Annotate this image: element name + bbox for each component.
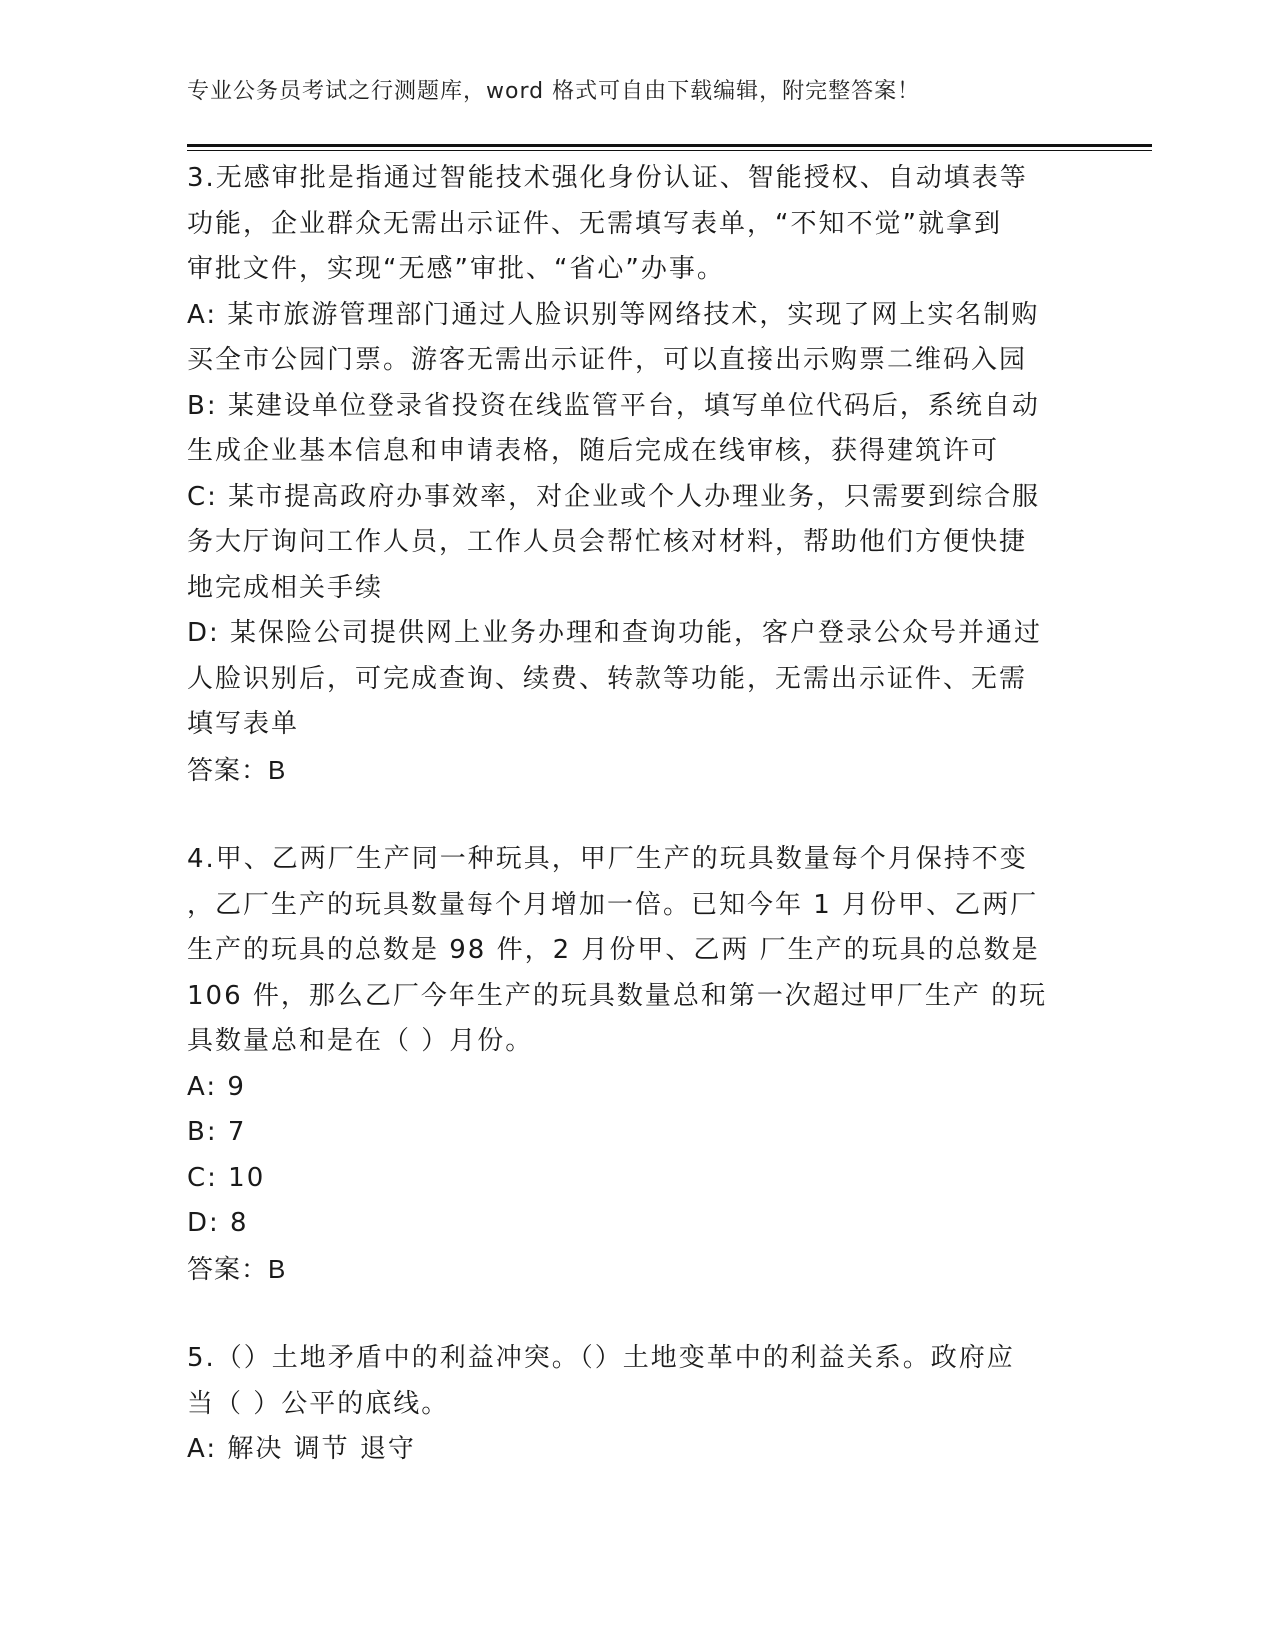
answer-line: 答案：B [187, 1253, 287, 1284]
question-stem-line: 具数量总和是在（ ）月份。 [187, 1026, 534, 1056]
spacer [187, 1292, 1077, 1336]
page-header: 专业公务员考试之行测题库，word 格式可自由下载编辑，附完整答案！ [187, 79, 921, 104]
question-stem-line: ，乙厂生产的玩具数量每个月增加一倍。已知今年 1 月份甲、乙两厂 [187, 889, 1039, 920]
option-d-line: 人脸识别后，可完成查询、续费、转款等功能，无需出示证件、无需 [187, 663, 1028, 694]
question-4 [187, 837, 1077, 1292]
question-stem-line: 生产的玩具的总数是 98 件，2 月份甲、乙两 厂生产的玩具的总数是 [187, 935, 1040, 965]
option-a-line: A: 9 [187, 1071, 246, 1102]
option-c-line: 务大厅询问工作人员，工作人员会帮忙核对材料，帮助他们方便快捷 [187, 527, 1028, 557]
option-d-line: 填写表单 [187, 709, 300, 739]
question-3 [187, 156, 1077, 793]
option-c-line: C: 某市提高政府办事效率，对企业或个人办理业务，只需要到综合服 [187, 481, 1041, 512]
question-stem-line: 106 件，那么乙厂今年生产的玩具数量总和第一次超过甲厂生产 的玩 [187, 980, 1048, 1011]
option-a-line: 买全市公园门票。游客无需出示证件，可以直接出示购票二维码入园 [187, 345, 1028, 375]
question-stem-line: 当（ ）公平的底线。 [187, 1388, 450, 1419]
header-rule-thin [187, 150, 1152, 151]
option-c-line: C: 10 [187, 1162, 266, 1193]
option-c-line: 地完成相关手续 [187, 572, 384, 603]
option-a-line: A: 解决 调节 退守 [187, 1434, 416, 1464]
option-b-line: B: 某建设单位登录省投资在线监管平台，填写单位代码后，系统自动 [187, 390, 1040, 421]
question-5 [187, 1336, 1077, 1473]
answer-line: 答案：B [187, 754, 287, 785]
option-a-line: A: 某市旅游管理部门通过人脸识别等网络技术，实现了网上实名制购 [187, 299, 1040, 330]
option-b-line: B: 7 [187, 1117, 247, 1147]
question-stem-line: 5.（）土地矛盾中的利益冲突。（）土地变革中的利益关系。政府应 [187, 1343, 1015, 1373]
question-stem-line: 3.无感审批是指通过智能技术强化身份认证、智能授权、自动填表等 [187, 163, 1028, 193]
question-stem-line: 4.甲、乙两厂生产同一种玩具，甲厂生产的玩具数量每个月保持不变 [187, 844, 1028, 874]
option-d-line: D: 8 [187, 1208, 249, 1238]
header-rule-thick [187, 144, 1152, 147]
question-stem-line: 功能，企业群众无需出示证件、无需填写表单，“不知不觉”就拿到 [187, 208, 1002, 239]
spacer [187, 793, 1077, 837]
question-list [187, 156, 1077, 1473]
option-b-line: 生成企业基本信息和申请表格，随后完成在线审核，获得建筑许可 [187, 436, 1000, 466]
question-stem-line: 审批文件，实现“无感”审批、“省心”办事。 [187, 254, 725, 284]
option-d-line: D: 某保险公司提供网上业务办理和查询功能，客户登录公众号并通过 [187, 618, 1043, 648]
